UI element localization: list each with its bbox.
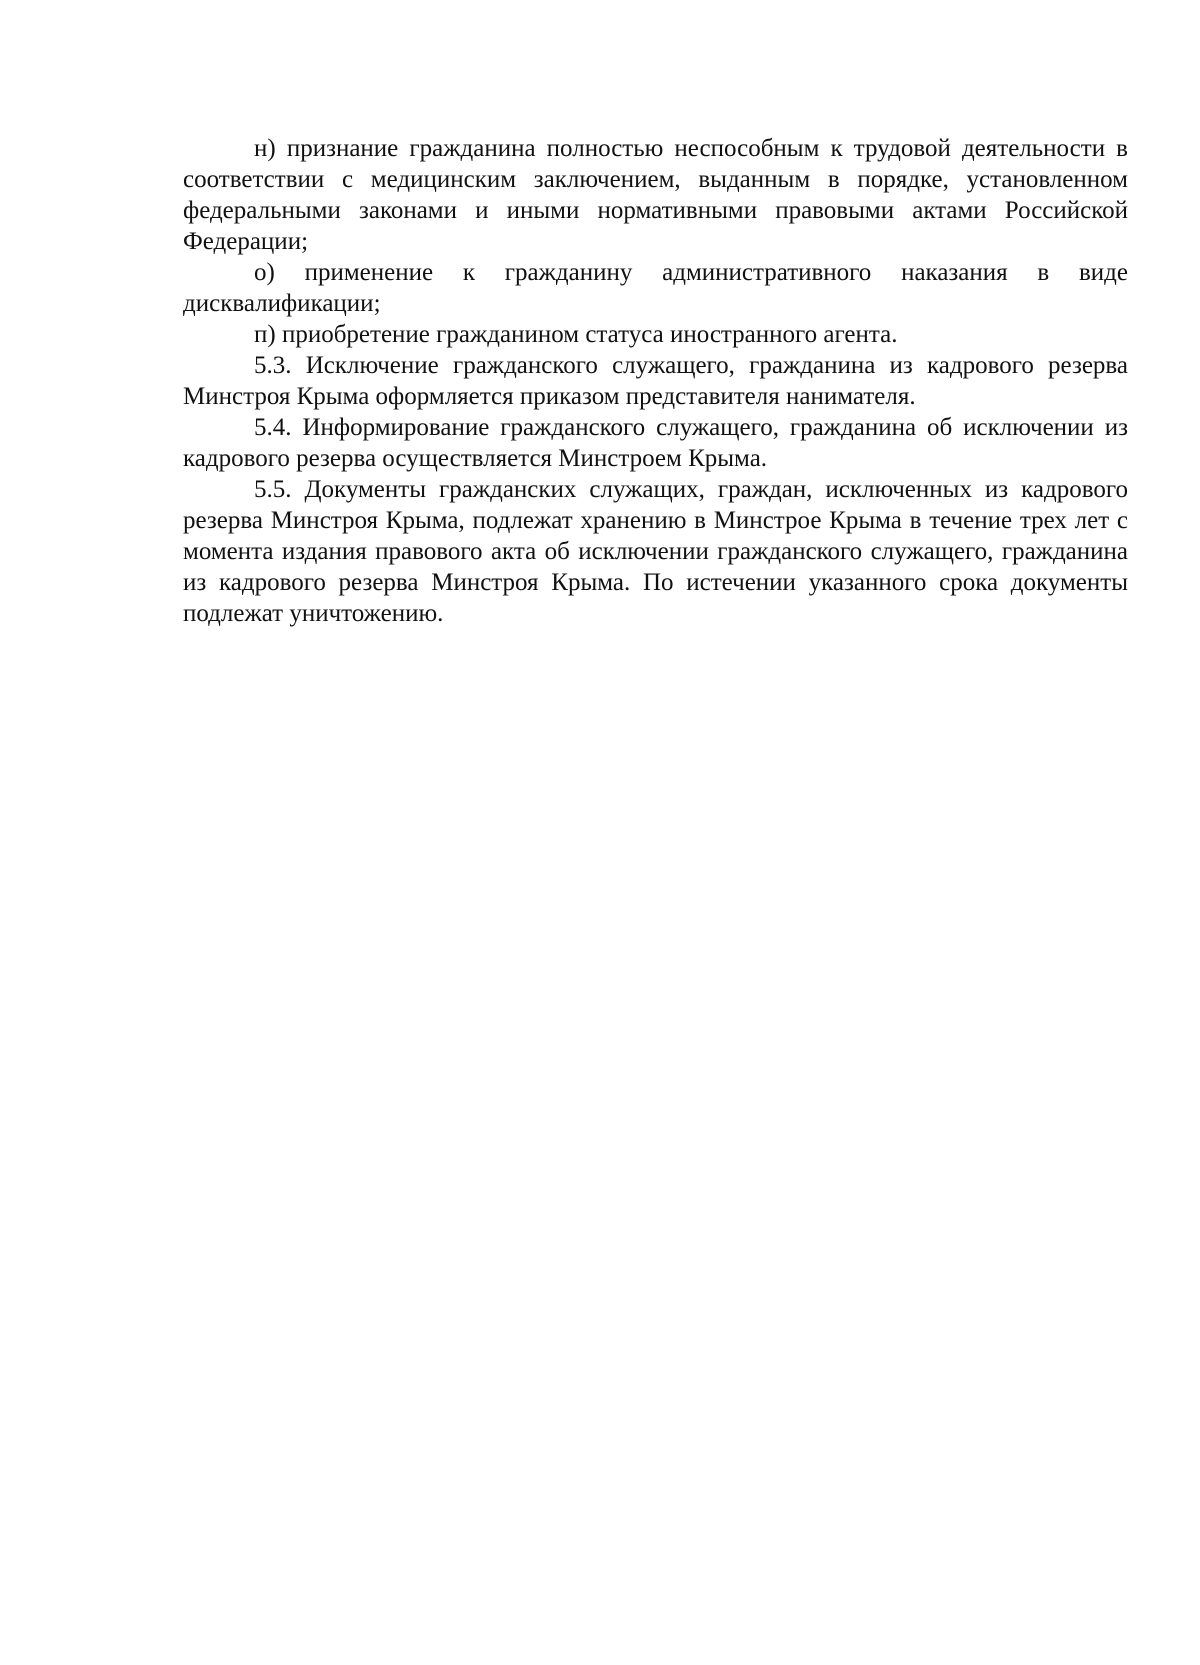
- document-body: [183, 133, 1128, 629]
- paragraph-5-4: 5.4. Информирование гражданского служащего, гражданина об исключении из кадрового резерва осуществляется Минстроем Крыма.: [183, 414, 1128, 472]
- paragraph-item-p: п) приобретение гражданином статуса иностранного агента.: [254, 321, 898, 348]
- paragraph-item-n: н) признание гражданина полностью неспособным к трудовой деятельности в соответствии с медицинским заключением, выданным в порядке, установленном федеральными законами и иными нормативными правовыми актами Российской Федерации;: [183, 135, 1128, 255]
- paragraph-item-o: о) применение к гражданину административного наказания в виде дисквалификации;: [183, 259, 1128, 317]
- paragraph-5-3: 5.3. Исключение гражданского служащего, гражданина из кадрового резерва Минстроя Крыма оформляется приказом представителя нанимателя.: [183, 352, 1128, 410]
- paragraph-5-5: 5.5. Документы гражданских служащих, граждан, исключенных из кадрового резерва Минстроя Крыма, подлежат хранению в Минстрое Крыма в течение трех лет с момента издания правового акта об исключении гражданского служащего, гражданина из кадрового резерва Минстроя Крыма. По истечении указанного срока документы подлежат уничтожению.: [183, 476, 1128, 627]
